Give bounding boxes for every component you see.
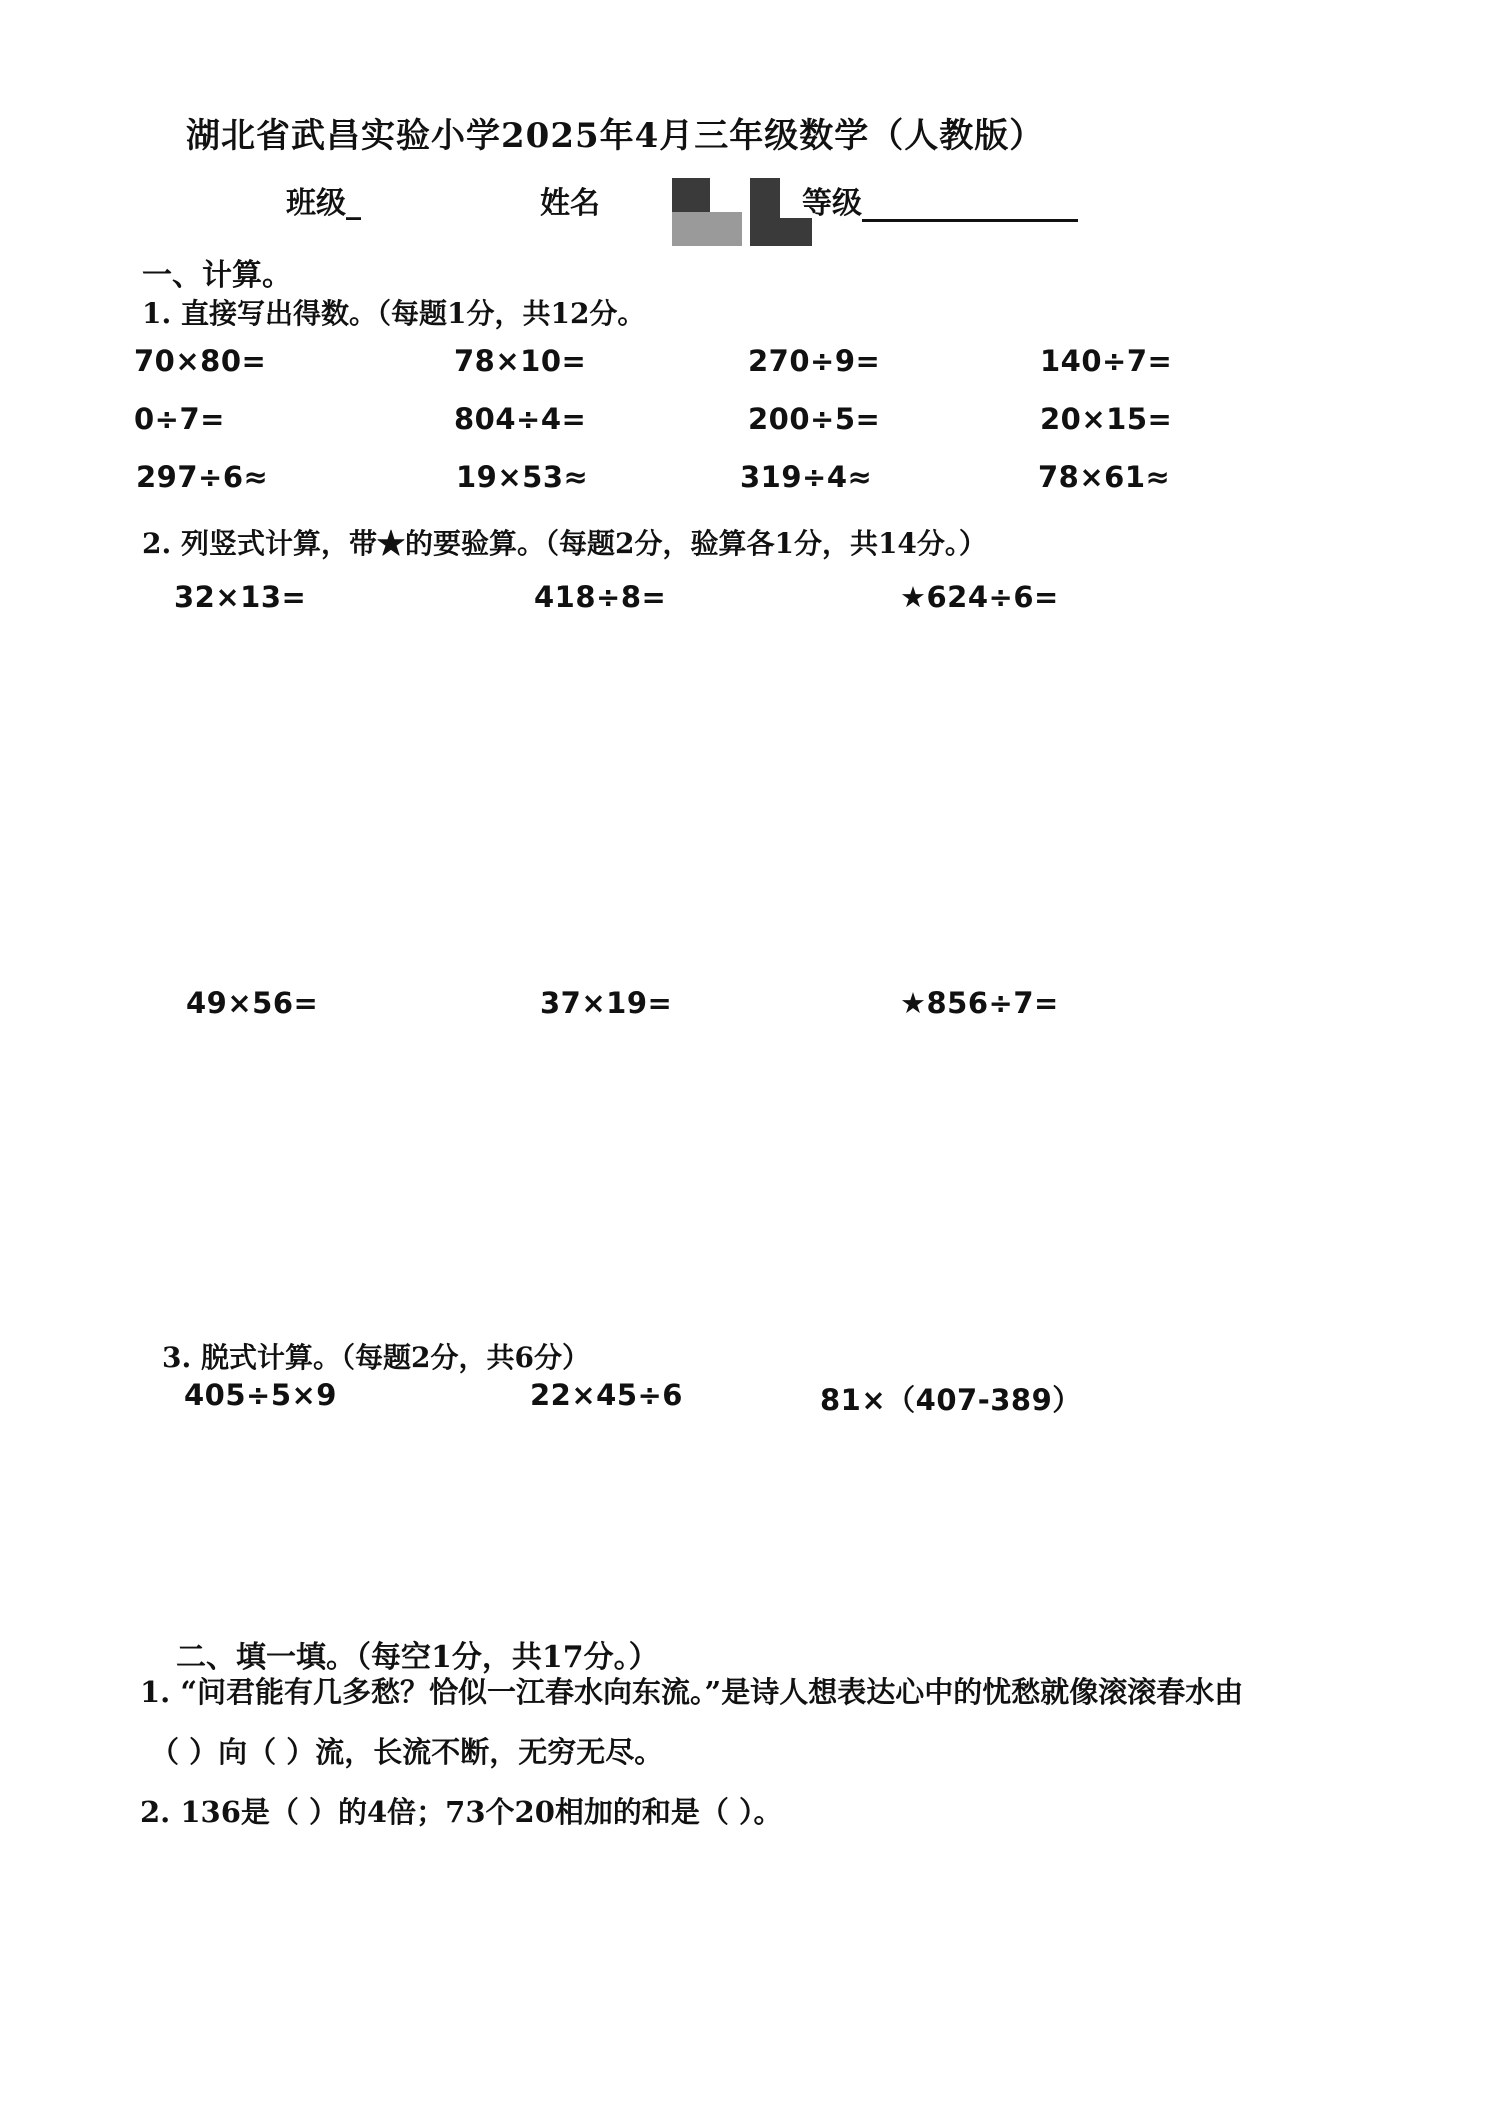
- q1-instruction: 1. 直接写出得数。（每题1分，共12分。: [142, 297, 646, 330]
- exam-title: 湖北省武昌实验小学2025年4月三年级数学（人教版）: [186, 116, 1045, 156]
- q3-instruction: 3. 脱式计算。（每题2分，共6分）: [162, 1341, 590, 1374]
- q1-item: 270÷9=: [748, 344, 881, 378]
- q1-item: 19×53≈: [456, 460, 589, 494]
- q1-item: 0÷7=: [134, 402, 225, 436]
- fill-q1-line2: （ ）向（ ）流，长流不断，无穷无尽。: [150, 1735, 664, 1769]
- q1-item: 78×61≈: [1038, 460, 1171, 494]
- q1-item: 200÷5=: [748, 402, 881, 436]
- q2-item: 37×19=: [540, 986, 673, 1020]
- q1-item: 20×15=: [1040, 402, 1173, 436]
- part1-heading: 一、计算。: [142, 258, 292, 293]
- q3-item: 81×（407-389）: [820, 1383, 1082, 1417]
- q1-item: 78×10=: [454, 344, 587, 378]
- q1-item: 804÷4=: [454, 402, 587, 436]
- q3-item: 405÷5×9: [184, 1378, 337, 1412]
- grade-field: [802, 178, 1078, 222]
- fill-q2: 2. 136是（ ）的4倍；73个20相加的和是（ ）。: [140, 1795, 783, 1829]
- q2-item: 32×13=: [174, 580, 307, 614]
- q1-item: 70×80=: [134, 344, 267, 378]
- q1-item: 319÷4≈: [740, 460, 873, 494]
- q2-item: ★624÷6=: [900, 580, 1059, 614]
- grade-blank: [862, 189, 1078, 222]
- fill-q1-line1: 1. “问君能有几多愁？恰似一江春水向东流。”是诗人想表达心中的忧愁就像滚滚春水由: [140, 1675, 1244, 1709]
- redaction-block: [672, 212, 742, 246]
- redaction-block: [672, 178, 710, 212]
- redaction-block: [780, 218, 812, 246]
- part2-heading: 二、填一填。（每空1分，共17分。）: [176, 1640, 659, 1675]
- q2-instruction: 2. 列竖式计算，带★的要验算。（每题2分，验算各1分，共14分。）: [142, 527, 987, 560]
- redaction-block: [750, 178, 780, 246]
- class-label: 班级_: [286, 186, 361, 221]
- q1-item: 140÷7=: [1040, 344, 1173, 378]
- q3-item: 22×45÷6: [530, 1378, 683, 1412]
- q1-item: 297÷6≈: [136, 460, 269, 494]
- q2-item: 49×56=: [186, 986, 319, 1020]
- q2-item: 418÷8=: [534, 580, 667, 614]
- q2-item: ★856÷7=: [900, 986, 1059, 1020]
- grade-label: 等级: [802, 186, 862, 221]
- name-label: 姓名: [540, 186, 600, 221]
